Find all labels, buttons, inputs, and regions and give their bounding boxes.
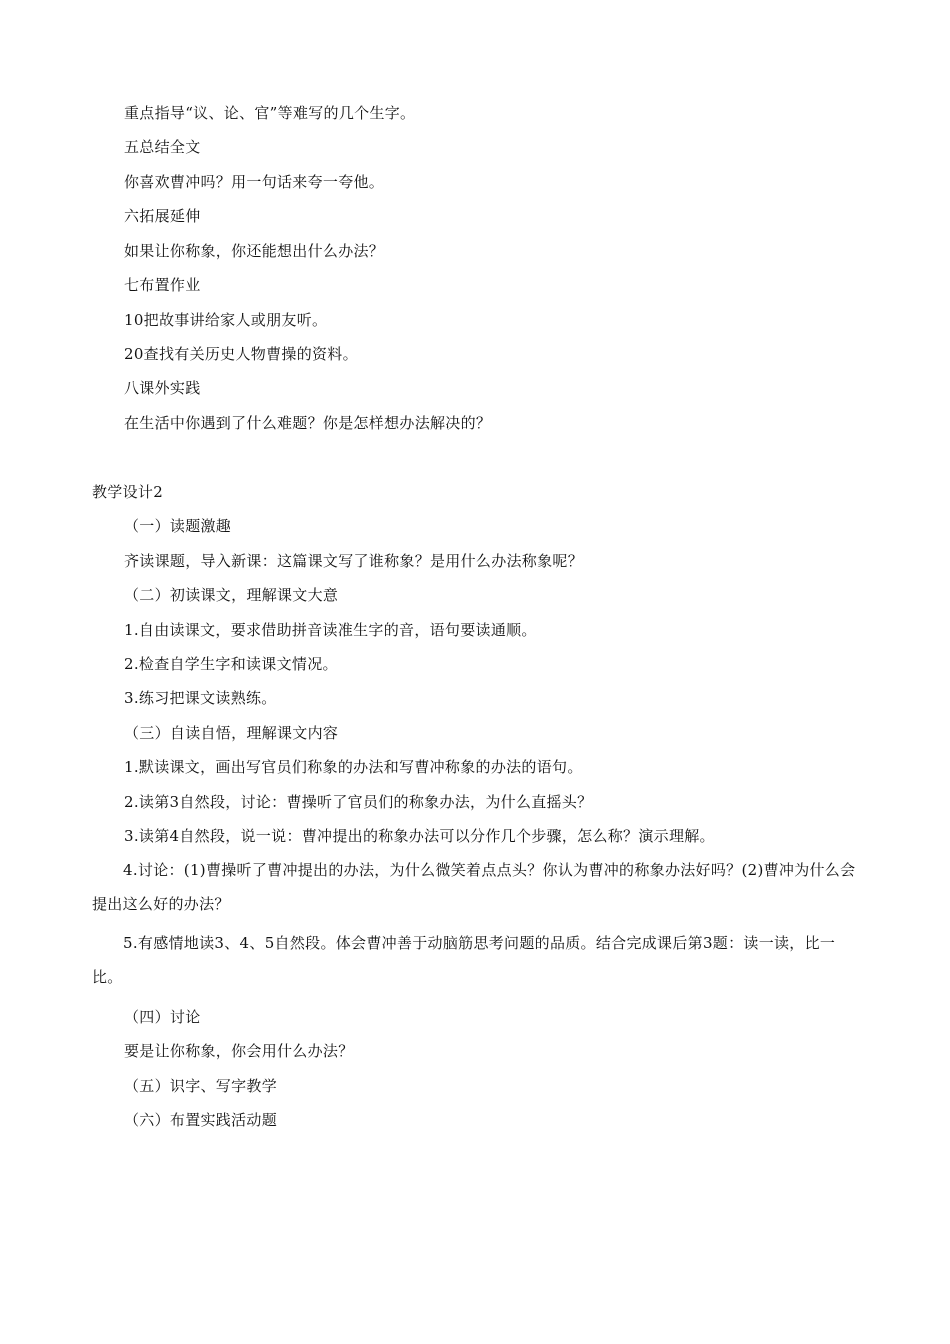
heading-section-3: （三）自读自悟，理解课文内容 [124, 724, 339, 742]
heading-section-1: （一）读题激趣 [124, 517, 232, 535]
list-item-3-2: 2.读第3自然段，讨论：曹操听了官员们的称象办法，为什么直摇头？ [124, 793, 593, 811]
homework-item-1: 10把故事讲给家人或朋友听。 [124, 311, 328, 329]
paragraph-practice: 在生活中你遇到了什么难题？你是怎样想办法解决的？ [124, 414, 492, 432]
homework-item-2: 20查找有关历史人物曹操的资料。 [124, 345, 358, 363]
paragraph-section-1: 齐读课题，导入新课：这篇课文写了谁称象？是用什么办法称象呢？ [124, 552, 584, 570]
heading-section-6: （六）布置实践活动题 [124, 1111, 278, 1129]
paragraph-extension: 如果让你称象，你还能想出什么办法？ [124, 242, 385, 260]
list-item-2-1: 1.自由读课文，要求借助拼音读准生字的音，语句要读通顺。 [124, 621, 537, 639]
heading-practice: 八课外实践 [124, 379, 201, 397]
section-title: 教学设计2 [92, 483, 164, 501]
heading-section-4: （四）讨论 [124, 1008, 201, 1026]
list-item-3-4: 4.讨论：(1)曹操听了曹冲提出的办法，为什么微笑着点点头？你认为曹冲的称象办法好吗？(2)曹冲为什么会提出这么好的办法？ [92, 861, 856, 913]
heading-homework: 七布置作业 [124, 276, 201, 294]
paragraph-key-characters: 重点指导“议、论、官”等难写的几个生字。 [124, 104, 416, 122]
list-item-3-3: 3.读第4自然段，说一说：曹冲提出的称象办法可以分作几个步骤，怎么称？演示理解。 [124, 827, 715, 845]
paragraph-summary: 你喜欢曹冲吗？用一句话来夸一夸他。 [124, 173, 385, 191]
list-item-3-5: 5.有感情地读3、4、5自然段。体会曹冲善于动脑筋思考问题的品质。结合完成课后第3题：读一读，比一比。 [92, 934, 836, 986]
list-item-2-2: 2.检查自学生字和读课文情况。 [124, 655, 338, 673]
heading-extension: 六拓展延伸 [124, 207, 201, 225]
paragraph-section-4: 要是让你称象，你会用什么办法？ [124, 1042, 354, 1060]
heading-summary: 五总结全文 [124, 138, 201, 156]
list-item-3-1: 1.默读课文，画出写官员们称象的办法和写曹冲称象的办法的语句。 [124, 758, 583, 776]
heading-section-5: （五）识字、写字教学 [124, 1077, 278, 1095]
heading-section-2: （二）初读课文，理解课文大意 [124, 586, 339, 604]
list-item-2-3: 3.练习把课文读熟练。 [124, 689, 277, 707]
